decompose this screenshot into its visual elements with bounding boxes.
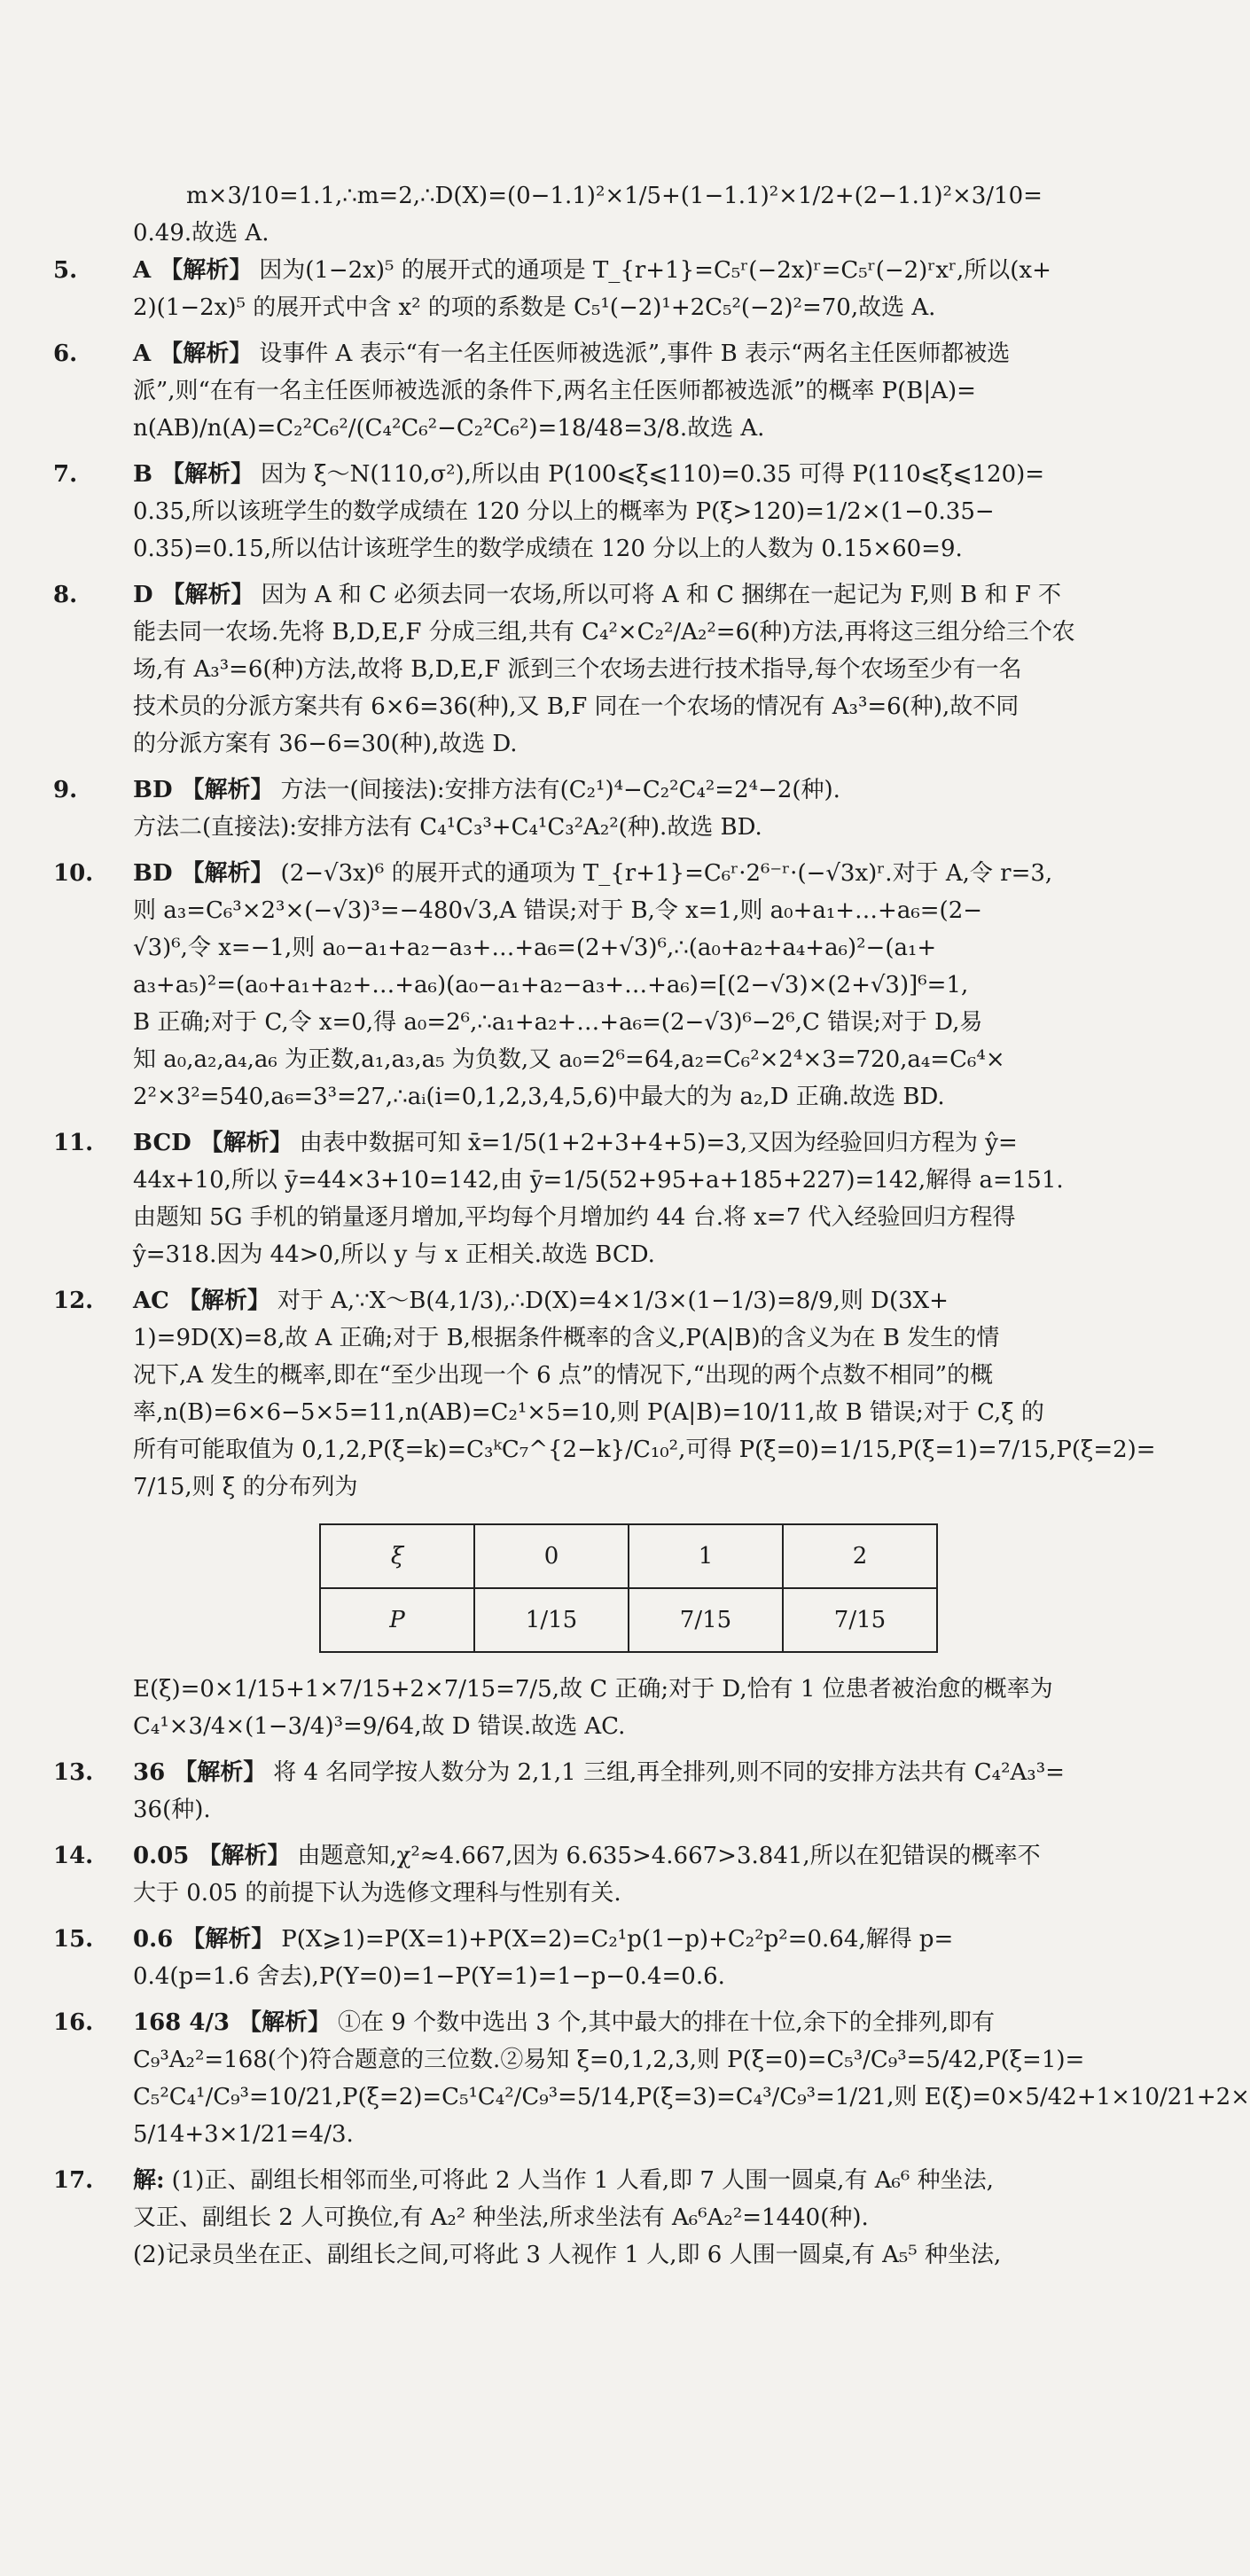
- line-text: 0.35)=0.15,所以估计该班学生的数学成绩在 120 分以上的人数为 0.15×60=9.: [133, 536, 963, 562]
- item-answer: BD: [133, 860, 173, 887]
- item-number: 5.: [53, 257, 78, 284]
- line-text: 0.4(p=1.6 舍去),P(Y=0)=1−P(Y=1)=1−p−0.4=0.6.: [133, 1963, 725, 1990]
- line-text: 由题意知,χ²≈4.667,因为 6.635>4.667>3.841,所以在犯错误的概率不: [297, 1843, 1041, 1869]
- item-answer: 36: [133, 1759, 166, 1786]
- analysis-tag: 【解析】: [177, 1288, 270, 1314]
- line-text: B 正确;对于 C,令 x=0,得 a₀=2⁶,∴a₁+a₂+…+a₆=(2−√3)⁶−2⁶,C 错误;对于 D,易: [133, 1009, 983, 1036]
- line-text: n(AB)/n(A)=C₂²C₆²/(C₄²C₆²−C₂²C₆²)=18/48=3/8.故选 A.: [133, 415, 765, 442]
- solution-line: [53, 1837, 1070, 1875]
- solution-item: [53, 855, 1088, 1116]
- line-text: 因为 ξ～N(110,σ²),所以由 P(100⩽ξ⩽110)=0.35 可得 P(110⩽ξ⩽120)=: [261, 461, 1045, 488]
- solution-item: [53, 1921, 1088, 1995]
- analysis-tag: 【解析】: [181, 777, 274, 803]
- line-text: (1)正、副组长相邻而坐,可将此 2 人当作 1 人看,即 7 人围一圆桌,有 A₆⁶ 种坐法,: [171, 2167, 994, 2194]
- line-text: 由题知 5G 手机的销量逐月增加,平均每个月增加约 44 台.将 x=7 代入经验回归方程得: [133, 1204, 1016, 1231]
- line-text: 设事件 A 表示“有一名主任医师被选派”,事件 B 表示“两名主任医师都被选: [259, 341, 1011, 367]
- analysis-tag: 【解析】: [198, 1843, 291, 1869]
- line-text: 44x+10,所以 ȳ=44×3+10=142,由 ȳ=1/5(52+95+a+185+227)=142,解得 a=151.: [133, 1167, 1064, 1194]
- solution-item: [53, 1282, 1156, 1506]
- item-answer: A: [133, 257, 152, 284]
- solutions-list-2: [53, 1754, 1250, 2274]
- line-text: 率,n(B)=6×6−5×5=11,n(AB)=C₂¹×5=10,则 P(A|B)=10/11,故 B 错误;对于 C,ξ 的: [133, 1399, 1044, 1426]
- item-answer: BD: [133, 777, 173, 803]
- solution-line: [53, 456, 1070, 493]
- item-answer: AC: [133, 1288, 169, 1314]
- line-text: 5/14+3×1/21=4/3.: [133, 2121, 354, 2148]
- line-text: ŷ=318.因为 44>0,所以 y 与 x 正相关.故选 BCD.: [133, 1241, 655, 1268]
- solution-line: [133, 1319, 1070, 1357]
- item-number: 17.: [53, 2167, 94, 2194]
- table-row: [320, 1524, 937, 1588]
- line-text: 因为(1−2x)⁵ 的展开式的通项是 T_{r+1}=C₅ʳ(−2x)ʳ=C₅ʳ(−2)ʳxʳ,所以(x+: [259, 257, 1051, 284]
- solution-line: [133, 892, 1070, 929]
- table-cell: 2: [783, 1524, 937, 1588]
- item-number: 13.: [53, 1759, 94, 1786]
- line-text: P(X⩾1)=P(X=1)+P(X=2)=C₂¹p(1−p)+C₂²p²=0.64,解得 p=: [281, 1926, 954, 1953]
- line-text: 大于 0.05 的前提下认为选修文理科与性别有关.: [133, 1880, 621, 1907]
- analysis-tag: 【解析】: [161, 582, 254, 608]
- solution-line: [133, 1199, 1070, 1236]
- solution-line: [133, 530, 1070, 568]
- solution-line: [53, 335, 1070, 372]
- solution-line: [133, 1791, 1070, 1828]
- solution-line: [133, 651, 1070, 688]
- item-number: 7.: [53, 461, 78, 488]
- line-text: 36(种).: [133, 1797, 211, 1823]
- solution-line: [53, 855, 1070, 892]
- line-text: 况下,A 发生的概率,即在“至少出现一个 6 点”的情况下,“出现的两个点数不相同”的概: [133, 1362, 994, 1389]
- line-text: 因为 A 和 C 必须去同一农场,所以可将 A 和 C 捆绑在一起记为 F,则 B 和 F 不: [261, 582, 1062, 608]
- solution-line: [133, 289, 1070, 326]
- item-number: 8.: [53, 582, 78, 608]
- solution-line: [53, 576, 1070, 614]
- solution-line: [133, 410, 1070, 447]
- item-number: 16.: [53, 2009, 94, 2036]
- solution-line: [133, 2116, 1070, 2153]
- line-text: (2)记录员坐在正、副组长之间,可将此 3 人视作 1 人,即 6 人围一圆桌,有 A₅⁵ 种坐法,: [133, 2242, 1002, 2268]
- solution-line: [133, 1958, 1070, 1995]
- line-text: 2)(1−2x)⁵ 的展开式中含 x² 的项的系数是 C₅¹(−2)¹+2C₅²(−2)²=70,故选 A.: [133, 294, 936, 321]
- analysis-tag: 解:: [133, 2167, 165, 2194]
- line-text: 能去同一农场.先将 B,D,E,F 分成三组,共有 C₄²×C₂²/A₂²=6(种)方法,再将这三组分给三个农: [133, 619, 1075, 646]
- line-text: 对于 A,∵X～B(4,1/3),∴D(X)=4×1/3×(1−1/3)=8/9,则 D(3X+: [277, 1288, 949, 1314]
- line-text: 所有可能取值为 0,1,2,P(ξ=k)=C₃ᵏC₇^{2−k}/C₁₀²,可得 P(ξ=0)=1/15,P(ξ=1)=7/15,P(ξ=2)=: [133, 1437, 1156, 1463]
- solution-line: [133, 1357, 1070, 1394]
- item-answer: 0.05: [133, 1843, 190, 1869]
- distribution-table: [319, 1523, 938, 1653]
- line-text: 方法一(间接法):安排方法有(C₂¹)⁴−C₂²C₄²=2⁴−2(种).: [280, 777, 840, 803]
- solution-item: [53, 252, 1088, 326]
- table-header-p: P: [320, 1588, 474, 1652]
- line-text: √3)⁶,令 x=−1,则 a₀−a₁+a₂−a₃+…+a₆=(2+√3)⁶,∴(a₀+a₂+a₄+a₆)²−(a₁+: [133, 935, 937, 961]
- analysis-tag: 【解析】: [174, 1759, 267, 1786]
- line-text: (2−√3x)⁶ 的展开式的通项为 T_{r+1}=C₆ʳ·2⁶⁻ʳ·(−√3x)ʳ.对于 A,令 r=3,: [280, 860, 1053, 887]
- solution-line: [133, 809, 1070, 846]
- solution-item: [53, 771, 1088, 846]
- solution-item: [53, 576, 1088, 763]
- solution-line: [53, 2004, 1070, 2041]
- item-answer: 0.6: [133, 1926, 174, 1953]
- line-text: 由表中数据可知 x̄=1/5(1+2+3+4+5)=3,又因为经验回归方程为 ŷ=: [299, 1130, 1018, 1156]
- item-answer: A: [133, 341, 152, 367]
- table-cell: 7/15: [629, 1588, 783, 1652]
- solution-line: [133, 1078, 1070, 1116]
- solution-item: [53, 1754, 1088, 1828]
- line-text: 7/15,则 ξ 的分布列为: [133, 1474, 358, 1500]
- solution-line: [133, 1394, 1070, 1431]
- intro-line-1: m×3/10=1.1,∴m=2,∴D(X)=(0−1.1)²×1/5+(1−1.1)²×1/2+(2−1.1)²×3/10=: [186, 183, 1043, 209]
- solution-item: [53, 456, 1088, 568]
- line-text: 0.35,所以该班学生的数学成绩在 120 分以上的概率为 P(ξ>120)=1/2×(1−0.35−: [133, 498, 995, 525]
- item-number: 9.: [53, 777, 78, 803]
- after-table-line-1: E(ξ)=0×1/15+1×7/15+2×7/15=7/5,故 C 正确;对于 D,恰有 1 位患者被治愈的概率为: [133, 1676, 1053, 1703]
- line-text: 派”,则“在有一名主任医师被选派的条件下,两名主任医师都被选派”的概率 P(B|A)=: [133, 378, 976, 404]
- after-table-block: [53, 1671, 1088, 1745]
- solution-line: [133, 2041, 1085, 2079]
- line-text: 将 4 名同学按人数分为 2,1,1 三组,再全排列,则不同的安排方法共有 C₄²A₃³=: [273, 1759, 1065, 1786]
- item-answer: B: [133, 461, 152, 488]
- solution-line: [133, 1875, 1070, 1912]
- table-header-xi: ξ: [320, 1524, 474, 1588]
- analysis-tag: 【解析】: [160, 461, 254, 488]
- solution-line: [133, 614, 1075, 651]
- analysis-tag: 【解析】: [238, 2009, 332, 2036]
- analysis-tag: 【解析】: [160, 341, 253, 367]
- table-row: [320, 1588, 937, 1652]
- solution-line: [133, 1236, 1070, 1273]
- solution-item: [53, 1124, 1088, 1273]
- solution-line: [53, 2162, 1070, 2199]
- solution-line: [53, 1754, 1070, 1791]
- line-text: 知 a₀,a₂,a₄,a₆ 为正数,a₁,a₃,a₅ 为负数,又 a₀=2⁶=64,a₂=C₆²×2⁴×3=720,a₄=C₆⁴×: [133, 1046, 1005, 1073]
- solution-line: [133, 967, 1070, 1004]
- analysis-tag: 【解析】: [199, 1130, 293, 1156]
- line-text: C₉³A₂²=168(个)符合题意的三位数.②易知 ξ=0,1,2,3,则 P(ξ=0)=C₅³/C₉³=5/42,P(ξ=1)=: [133, 2047, 1085, 2073]
- solution-line: [53, 1124, 1070, 1162]
- solution-item: [53, 335, 1088, 447]
- item-number: 14.: [53, 1843, 94, 1869]
- table-cell: 7/15: [783, 1588, 937, 1652]
- solution-line: [133, 2079, 1250, 2116]
- solution-line: [133, 1468, 1070, 1506]
- solution-line: [133, 1004, 1070, 1041]
- solution-line: [133, 725, 1070, 763]
- item-number: 6.: [53, 341, 78, 367]
- solution-line: [53, 1921, 1070, 1958]
- solution-line: [133, 688, 1070, 725]
- table-cell: 1: [629, 1524, 783, 1588]
- line-text: 又正、副组长 2 人可换位,有 A₂² 种坐法,所求坐法有 A₆⁶A₂²=1440(种).: [133, 2204, 869, 2231]
- item-answer: BCD: [133, 1130, 191, 1156]
- item-answer: D: [133, 582, 153, 608]
- line-text: 1)=9D(X)=8,故 A 正确;对于 B,根据条件概率的含义,P(A|B)的含义为在 B 发生的情: [133, 1325, 1000, 1351]
- solution-line: [133, 372, 1070, 410]
- line-text: 2²×3²=540,a₆=3³=27,∴aᵢ(i=0,1,2,3,4,5,6)中最大的为 a₂,D 正确.故选 BD.: [133, 1084, 945, 1110]
- solution-item: [53, 2162, 1088, 2274]
- analysis-tag: 【解析】: [181, 860, 274, 887]
- line-text: a₃+a₅)²=(a₀+a₁+a₂+…+a₆)(a₀−a₁+a₂−a₃+…+a₆)=[(2−√3)×(2+√3)]⁶=1,: [133, 972, 969, 998]
- solution-item: [53, 1837, 1088, 1912]
- item-number: 12.: [53, 1288, 94, 1314]
- solution-line: [133, 2236, 1070, 2274]
- analysis-tag: 【解析】: [182, 1926, 275, 1953]
- solution-line: [53, 252, 1070, 289]
- item-number: 10.: [53, 860, 94, 887]
- table-cell: 0: [474, 1524, 629, 1588]
- line-text: 场,有 A₃³=6(种)方法,故将 B,D,E,F 派到三个农场去进行技术指导,每个农场至少有一名: [133, 656, 1022, 683]
- line-text: 则 a₃=C₆³×2³×(−√3)³=−480√3,A 错误;对于 B,令 x=1,则 a₀+a₁+…+a₆=(2−: [133, 897, 983, 924]
- item-number: 15.: [53, 1926, 94, 1953]
- table-cell: 1/15: [474, 1588, 629, 1652]
- item-number: 11.: [53, 1130, 94, 1156]
- solution-line: [133, 1431, 1156, 1468]
- line-text: 的分派方案有 36−6=30(种),故选 D.: [133, 731, 518, 757]
- solution-line: [133, 1041, 1070, 1078]
- solution-line: [53, 771, 1070, 809]
- line-text: 方法二(直接法):安排方法有 C₄¹C₃³+C₄¹C₃²A₂²(种).故选 BD.: [133, 814, 762, 841]
- solution-line: [133, 2199, 1070, 2236]
- solution-line: [133, 493, 1070, 530]
- solution-line: [133, 1162, 1070, 1199]
- solutions-list: [53, 252, 1156, 1506]
- solution-item: [53, 2004, 1250, 2153]
- after-table-line-2: C₄¹×3/4×(1−3/4)³=9/64,故 D 错误.故选 AC.: [133, 1713, 626, 1740]
- item-answer: 168 4/3: [133, 2009, 230, 2036]
- intro-line-2: 0.49.故选 A.: [133, 220, 270, 247]
- solution-line: [53, 1282, 1070, 1319]
- line-text: 技术员的分派方案共有 6×6=36(种),又 B,F 同在一个农场的情况有 A₃³=6(种),故不同: [133, 693, 1020, 720]
- intro-block: [53, 177, 1088, 252]
- solution-line: [133, 929, 1070, 967]
- line-text: ①在 9 个数中选出 3 个,其中最大的排在十位,余下的全排列,即有: [338, 2009, 995, 2036]
- analysis-tag: 【解析】: [160, 257, 253, 284]
- line-text: C₅²C₄¹/C₉³=10/21,P(ξ=2)=C₅¹C₄²/C₉³=5/14,P(ξ=3)=C₄³/C₉³=1/21,则 E(ξ)=0×5/42+1×10/21+2×: [133, 2084, 1250, 2110]
